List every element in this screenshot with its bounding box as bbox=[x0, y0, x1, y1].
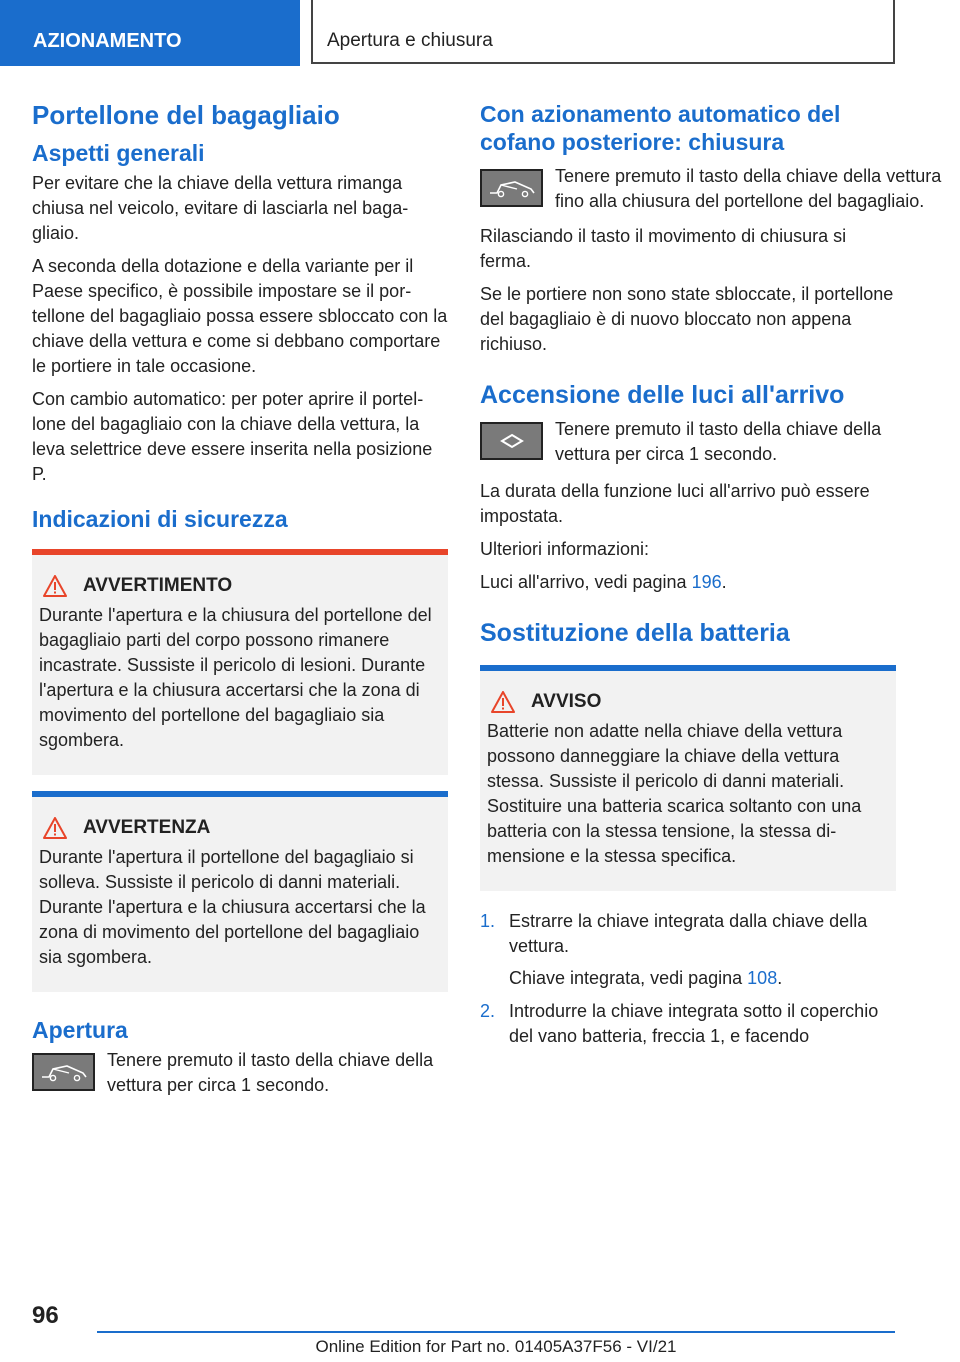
paragraph: La durata della funzione luci all'arrivo può essere impostata. bbox=[480, 481, 870, 526]
warning-triangle-icon bbox=[491, 691, 521, 713]
page-title: Portellone del bagagliaio bbox=[32, 100, 340, 130]
warning-title: AVVERTIMENTO bbox=[83, 575, 233, 596]
caution-text: Durante l'apertura il portellone del bagagliaio si solleva. Sussiste il pericolo di danni materiali. Durante l'apertura e la chiusura accertarsi che la zona di movimento del portellone del bagagliaio sia sgombera. bbox=[39, 847, 426, 967]
footer-edition: Online Edition for Part no. 01405A37F56 - VI/21 bbox=[97, 1331, 895, 1357]
tailgate-key-button-icon bbox=[32, 1053, 95, 1091]
right-column bbox=[480, 100, 942, 1057]
page-link[interactable]: 196 bbox=[691, 572, 722, 592]
notice-box bbox=[480, 665, 896, 891]
tailgate-key-button-icon bbox=[480, 169, 543, 207]
paragraph: Rilasciando il tasto il movimento di chiusura si ferma. bbox=[480, 226, 847, 271]
notice-text: Batterie non adatte nella chiave della vettura possono danneggiare la chiave della vettura stessa. Sussiste il pericolo di danni materiali. Sostituire una batteria scarica soltanto con una batteria con la stessa tensione, la stessa dimensione e la stessa specifica. bbox=[487, 721, 862, 866]
steps-list bbox=[480, 909, 896, 1049]
notice-title: AVVISO bbox=[531, 691, 602, 712]
warning-box bbox=[32, 549, 448, 775]
paragraph: Ulteriori informazioni: bbox=[480, 539, 650, 559]
list-item: 1. Estrarre la chiave integrata dalla chiave della vettura. Chiave integrata, vedi pagina 108. bbox=[480, 911, 868, 988]
heading-safety: Indicazioni di sicurezza bbox=[32, 506, 288, 532]
page-number: 96 bbox=[32, 1302, 59, 1329]
paragraph: Luci all'arrivo, vedi pagina 196. bbox=[480, 572, 727, 592]
paragraph: Per evitare che la chiave della vettura rimanga chiusa nel veicolo, evitare di lasciarla nel bagagliaio. bbox=[32, 173, 409, 243]
page-link[interactable]: 108 bbox=[747, 968, 778, 988]
paragraph: A seconda della dotazione e della variante per il Paese specifico, è possibile impostare se il portellone del bagagliaio possa essere sbloccato con la chiave della vettura e come si debbano comportare le portiere in tale occasione. bbox=[32, 256, 448, 376]
welcome-light-text: Tenere premuto il tasto della chiave della vettura per circa 1 secondo. bbox=[555, 419, 882, 464]
warning-triangle-icon bbox=[43, 817, 73, 839]
opening-text: Tenere premuto il tasto della chiave della vettura per circa 1 secondo. bbox=[107, 1050, 434, 1095]
caution-box bbox=[32, 791, 448, 992]
heading-auto-close: Con azionamento automatico del cofano posteriore: chiusura bbox=[480, 101, 841, 155]
heading-battery: Sostituzione della batteria bbox=[480, 619, 790, 647]
page-header bbox=[0, 0, 960, 66]
warning-triangle-icon bbox=[43, 575, 73, 597]
section-label: AZIONAMENTO bbox=[0, 0, 300, 66]
chapter-title: Apertura e chiusura bbox=[311, 0, 895, 64]
left-column bbox=[32, 100, 448, 1098]
caution-title: AVVERTENZA bbox=[83, 817, 211, 838]
light-key-button-icon bbox=[480, 422, 543, 460]
heading-opening: Apertura bbox=[32, 1017, 128, 1043]
heading-welcome-light: Accensione delle luci all'arrivo bbox=[480, 381, 845, 409]
warning-text: Durante l'apertura e la chiusura del portellone del bagagliaio parti del corpo possono rimanere incastrate. Sussiste il pericolo di lesioni. Durante l'apertura e la chiusura accertarsi che la zona di movimento del portellone del bagagliaio sia sgombera. bbox=[39, 605, 432, 750]
auto-close-text: Tenere premuto il tasto della chiave della vettura fino alla chiusura del portellone del bagagliaio. bbox=[555, 166, 942, 211]
heading-general: Aspetti generali bbox=[32, 140, 205, 166]
paragraph: Se le portiere non sono state sbloccate, il portellone del bagagliaio è di nuovo bloccato non appena richiuso. bbox=[480, 284, 894, 354]
paragraph: Con cambio automatico: per poter aprire il portellone del bagagliaio con la chiave della vettura, la leva selettrice deve essere inserita nella posizione P. bbox=[32, 389, 433, 484]
list-item: 2. Introdurre la chiave integrata sotto il coperchio del vano batteria, freccia 1, e facendo bbox=[480, 1001, 879, 1046]
